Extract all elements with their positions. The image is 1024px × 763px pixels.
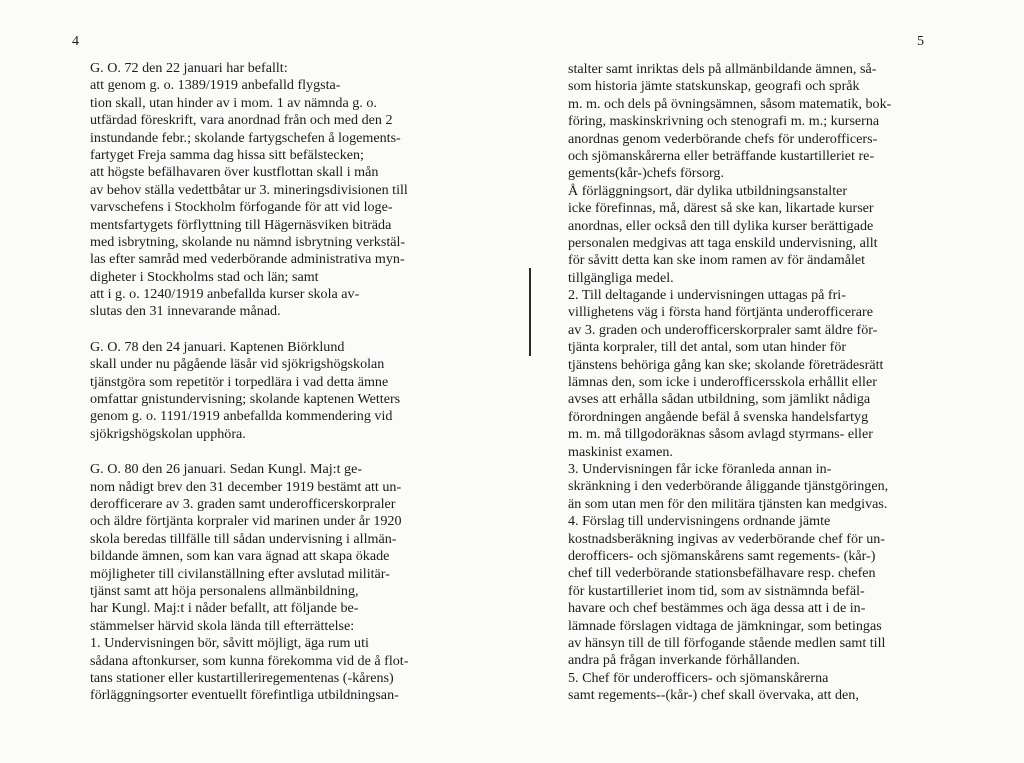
text-line: icke förefinnas, må, därest så ske kan, likartade kurser — [568, 200, 874, 217]
text-line: och sjömanskårerna eller beträffande kustartilleriet re- — [568, 147, 875, 164]
text-line: villighetens väg i första hand förtjänta underofficerare — [568, 304, 873, 321]
right-page-text — [568, 61, 943, 704]
text-line: G. O. 80 den 26 januari. Sedan Kungl. Maj:t ge- — [90, 461, 363, 478]
text-line: anordnas, eller också den till dylika kurser berättigade — [568, 217, 874, 234]
text-line: m. m. och dels på övningsämnen, såsom matematik, bok- — [568, 95, 892, 112]
text-line: G. O. 72 den 22 januari har befallt: — [90, 60, 288, 76]
text-line: att i g. o. 1240/1919 anbefallda kurser skola av- — [90, 286, 360, 303]
text-line: bildande ämnen, som kan vara ägnad att skapa ökade — [90, 548, 390, 565]
left-page-number: 4 — [72, 34, 79, 49]
text-line: 3. Undervisningen får icke föranleda annan in- — [568, 460, 832, 477]
text-line: sjökrigshögskolan upphöra. — [90, 425, 246, 442]
text-line: än som utan men för den militära tjänsten kan medgivas. — [568, 495, 888, 512]
text-line: nom nådigt brev den 31 december 1919 bestämt att un- — [90, 478, 402, 495]
text-line: kostnadsberäkning ingivas av vederbörande chef för un- — [568, 530, 885, 547]
text-line: som historia jämte statskunskap, geografi och språk — [568, 78, 860, 95]
left-page-text — [90, 60, 445, 705]
text-line: maskinist examen. — [568, 443, 673, 460]
text-line: m. m. må tillgodoräknas såsom avlagd styrmans- eller — [568, 426, 873, 443]
text-line: 5. Chef för underofficers- och sjömanskårerna — [568, 669, 829, 686]
text-line: avses att erhålla sådan utbildning, som jämlikt nådiga — [568, 391, 871, 408]
text-line: och äldre förtjänta korpraler vid marinen under år 1920 — [90, 513, 402, 530]
text-line: tjänta korpraler, till det antal, som utan hinder för — [568, 339, 847, 356]
text-line: tjänst samt att höja personalens allmänbildning, — [90, 582, 359, 599]
text-line: stämmelser härvid skola lända till efterrättelse: — [90, 617, 355, 634]
text-line: omfattar gnistundervisning; skolande kaptenen Wetters — [90, 391, 401, 408]
text-line: tjänstgöra som repetitör i torpedlära i vad detta ämne — [90, 373, 389, 390]
text-line: havare och chef bestämmes och äga dessa att i de in- — [568, 600, 866, 617]
text-line: förläggningsorter eventuellt förefintliga utbildningsan- — [90, 687, 399, 704]
text-line: att högste befälhavaren över kustflottan skall i mån — [90, 164, 379, 181]
text-line: skola beredas tillfälle till sådan undervisning i allmän- — [90, 530, 397, 547]
text-line: har Kungl. Maj:t i nåder befallt, att följande be- — [90, 600, 359, 617]
text-line: 4. Förslag till undervisningens ordnande jämte — [568, 513, 831, 530]
text-line: digheter i Stockholms stad och län; samt — [90, 268, 319, 285]
text-line: varvschefens i Stockholm förfogande för att vid loge- — [90, 199, 393, 216]
text-line: föring, maskinskrivning och stenografi m. m.; kurserna — [568, 113, 880, 130]
text-line: 1. Undervisningen bör, såvitt möjligt, äga rum uti — [90, 635, 369, 652]
text-line: chef till vederbörande stationsbefälhavare resp. chefen — [568, 565, 876, 582]
text-line: att genom g. o. 1389/1919 anbefalld flygsta- — [90, 77, 341, 94]
text-line: anordnas genom vederbörande chefs för underofficers- — [568, 130, 878, 147]
text-line: las efter samråd med vederbörande administrativa myn- — [90, 251, 405, 268]
text-line: Å förläggningsort, där dylika utbildningsanstalter — [568, 182, 848, 199]
text-line: skränkning i den vederbörande åliggande tjänstgöringen, — [568, 478, 889, 495]
text-line: lämnade förslagen vidtaga de jämkningar, som betingas — [568, 617, 882, 634]
text-line: stalter samt inriktas dels på allmänbildande ämnen, så- — [568, 61, 877, 77]
text-line: skall under nu pågående läsår vid sjökrigshögskolan — [90, 356, 385, 373]
paragraph-gap — [90, 443, 445, 461]
text-line: derofficers- och sjömanskårens samt regements- (kår-) — [568, 547, 876, 564]
text-line: med isbrytning, skolande nu nämnd isbrytning verkstäl- — [90, 233, 406, 250]
text-line: för såvitt detta kan ske inom ramen av för ändamålet — [568, 252, 866, 269]
text-line: slutas den 31 innevarande månad. — [90, 303, 281, 320]
text-line: sådana aftonkurser, som kunna förekomma vid de å flot- — [90, 652, 409, 669]
text-line: utfärdad föreskrift, vara anordnad från och med den 2 — [90, 112, 393, 129]
text-line: förordningen angående befäl å svenska handelsfartyg — [568, 408, 869, 425]
text-line: gements(kår-)chefs försorg. — [568, 165, 724, 182]
text-line: fartyget Freja samma dag hissa sitt befälstecken; — [90, 146, 364, 163]
text-line: G. O. 78 den 24 januari. Kaptenen Biörklund — [90, 338, 345, 355]
text-line: av hänsyn till de till förfogande stående medlen samt till — [568, 634, 886, 651]
text-line: 2. Till deltagande i undervisningen uttagas på fri- — [568, 287, 846, 304]
text-line: möjligheter till civilanställning efter avslutad militär- — [90, 565, 390, 582]
text-line: av 3. graden och underofficerskorpraler samt äldre för- — [568, 321, 878, 338]
text-line: för kustartilleriet inom tid, som av sistnämnda befäl- — [568, 582, 865, 599]
text-line: tillgängliga medel. — [568, 269, 674, 286]
text-line: andra på frågan inverkande förhållanden. — [568, 652, 801, 669]
text-line: instundande febr.; skolande fartygschefen å logements- — [90, 129, 401, 146]
text-line: mentsfartygets förflyttning till Hägernäsviken biträda — [90, 216, 392, 233]
page-divider — [529, 268, 531, 356]
text-line: tjänstens behöriga gång kan ske; skolande företrädesrätt — [568, 356, 884, 373]
text-line: samt regements--(kår-) chef skall övervaka, att den, — [568, 687, 859, 704]
text-line: personalen medgivas att taga enskild undervisning, allt — [568, 234, 878, 251]
text-line: tion skall, utan hinder av i mom. 1 av nämnda g. o. — [90, 94, 377, 111]
text-line: tans stationer eller kustartilleriregementenas (-kårens) — [90, 669, 394, 686]
right-page-number: 5 — [917, 34, 924, 49]
paragraph-gap — [90, 321, 445, 339]
text-line: genom g. o. 1191/1919 anbefallda kommendering vid — [90, 408, 393, 425]
text-line: derofficerare av 3. graden samt underofficerskorpraler — [90, 495, 396, 512]
text-line: lämnas den, som icke i underofficersskola erhållit eller — [568, 374, 877, 391]
text-line: av behov ställa vedettbåtar ur 3. mineringsdivisionen till — [90, 181, 408, 198]
